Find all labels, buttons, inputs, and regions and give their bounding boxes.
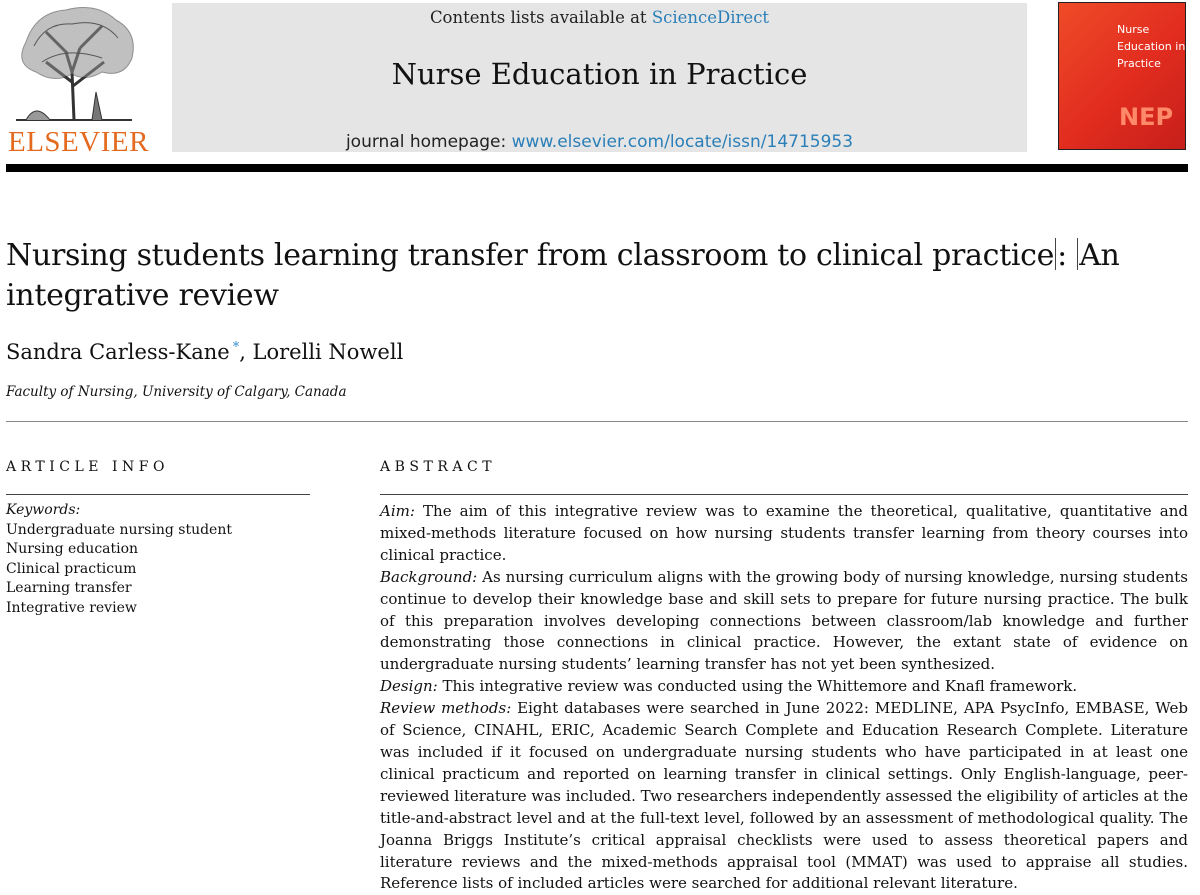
elsevier-tree-icon [6,2,142,124]
design-text: This integrative review was conducted using the Whittemore and Knafl framework. [442,677,1078,696]
keywords-list [6,501,232,619]
homepage-prefix: journal homepage: [345,132,512,152]
review-methods-label: Review methods: [380,699,512,718]
cover-title: Nurse Education in Practice [1117,23,1186,70]
keyword-item: Nursing education [6,541,139,558]
contents-prefix: Contents lists available at [429,8,652,27]
keyword-item: Learning transfer [6,580,132,597]
abstract-background [380,567,1188,677]
abstract-aim [380,501,1188,567]
article-info-heading: ARTICLE INFO [6,459,169,475]
title-part-2: An integrative review [6,238,1120,313]
journal-cover-image [1058,2,1186,150]
background-label: Background: [380,567,478,586]
sciencedirect-link[interactable]: ScienceDirect [651,8,770,27]
keyword-item: Clinical practicum [6,560,137,577]
title-colon: : [1057,238,1067,273]
aim-label: Aim: [380,502,415,520]
homepage-line [172,132,1027,152]
article-title [6,236,1166,316]
keyword-item: Integrative review [6,599,137,616]
author-list [6,340,403,364]
author-carless-kane[interactable]: Sandra Carless-Kane [6,340,230,364]
abstract-rule [380,494,1188,495]
background-text: As nursing curriculum aligns with the growing body of nursing knowledge, nursing students continue to develop their knowledge base and skill sets to prepare for future nursing practice. The bulk of this preparation involves developing connections between classroom/lab knowledge and further demonstrating those connections in clinical practice. However, the extant state of evidence on undergraduate nursing students’ learning transfer has not yet been synthesized. [380,567,1188,674]
aim-text: The aim of this integrative review was to examine the theoretical, qualitative, quantitative and mixed-methods literature focused on how nursing students transfer learning from theory courses into clinical practice. [380,502,1188,564]
elsevier-logo [6,2,149,158]
journal-title: Nurse Education in Practice [391,57,808,91]
abstract-heading: ABSTRACT [380,459,497,475]
article-info-rule [6,494,310,495]
header-divider [6,164,1188,172]
corresponding-author-mark[interactable]: * [232,340,240,355]
contents-line [172,8,1027,27]
title-part-1: Nursing students learning transfer from classroom to clinical practice [6,238,1055,273]
author-nowell[interactable]: , Lorelli Nowell [239,340,404,364]
text-cursor [1055,238,1056,270]
affiliation: Faculty of Nursing, University of Calgary, Canada [6,384,347,400]
publisher-wordmark: ELSEVIER [8,126,149,158]
abstract-review-methods [380,698,1188,895]
homepage-link[interactable]: www.elsevier.com/locate/issn/14715953 [511,132,854,152]
cover-abbr: NEP [1119,103,1174,131]
design-label: Design: [380,677,438,696]
section-divider [6,421,1188,422]
keyword-item: Undergraduate nursing student [6,521,232,538]
review-methods-text: Eight databases were searched in June 2022: MEDLINE, APA PsycInfo, EMBASE, Web of Science, CINAHL, ERIC, Academic Search Complete and Education Research Complete. Literature was included if it focused on undergraduate nursing students who have participated in at least one clinical practicum and reported on learning transfer in clinical settings. Only English-language, peer-reviewed literature was included. Two researchers independently assessed the eligibility of articles at the title-and-abstract level and at the full-text level, followed by an assessment of methodological quality. The Joanna Briggs Institute’s critical appraisal checklists were used to assess theoretical papers and literature reviews and the mixed-methods appraisal tool (MMAT) was used to appraise all studies. Reference lists of included articles were searched for additional relevant literature. [380,699,1188,893]
journal-banner [172,3,1027,152]
keywords-label: Keywords: [6,502,81,518]
abstract-design [380,676,1188,698]
abstract-body [380,501,1188,895]
